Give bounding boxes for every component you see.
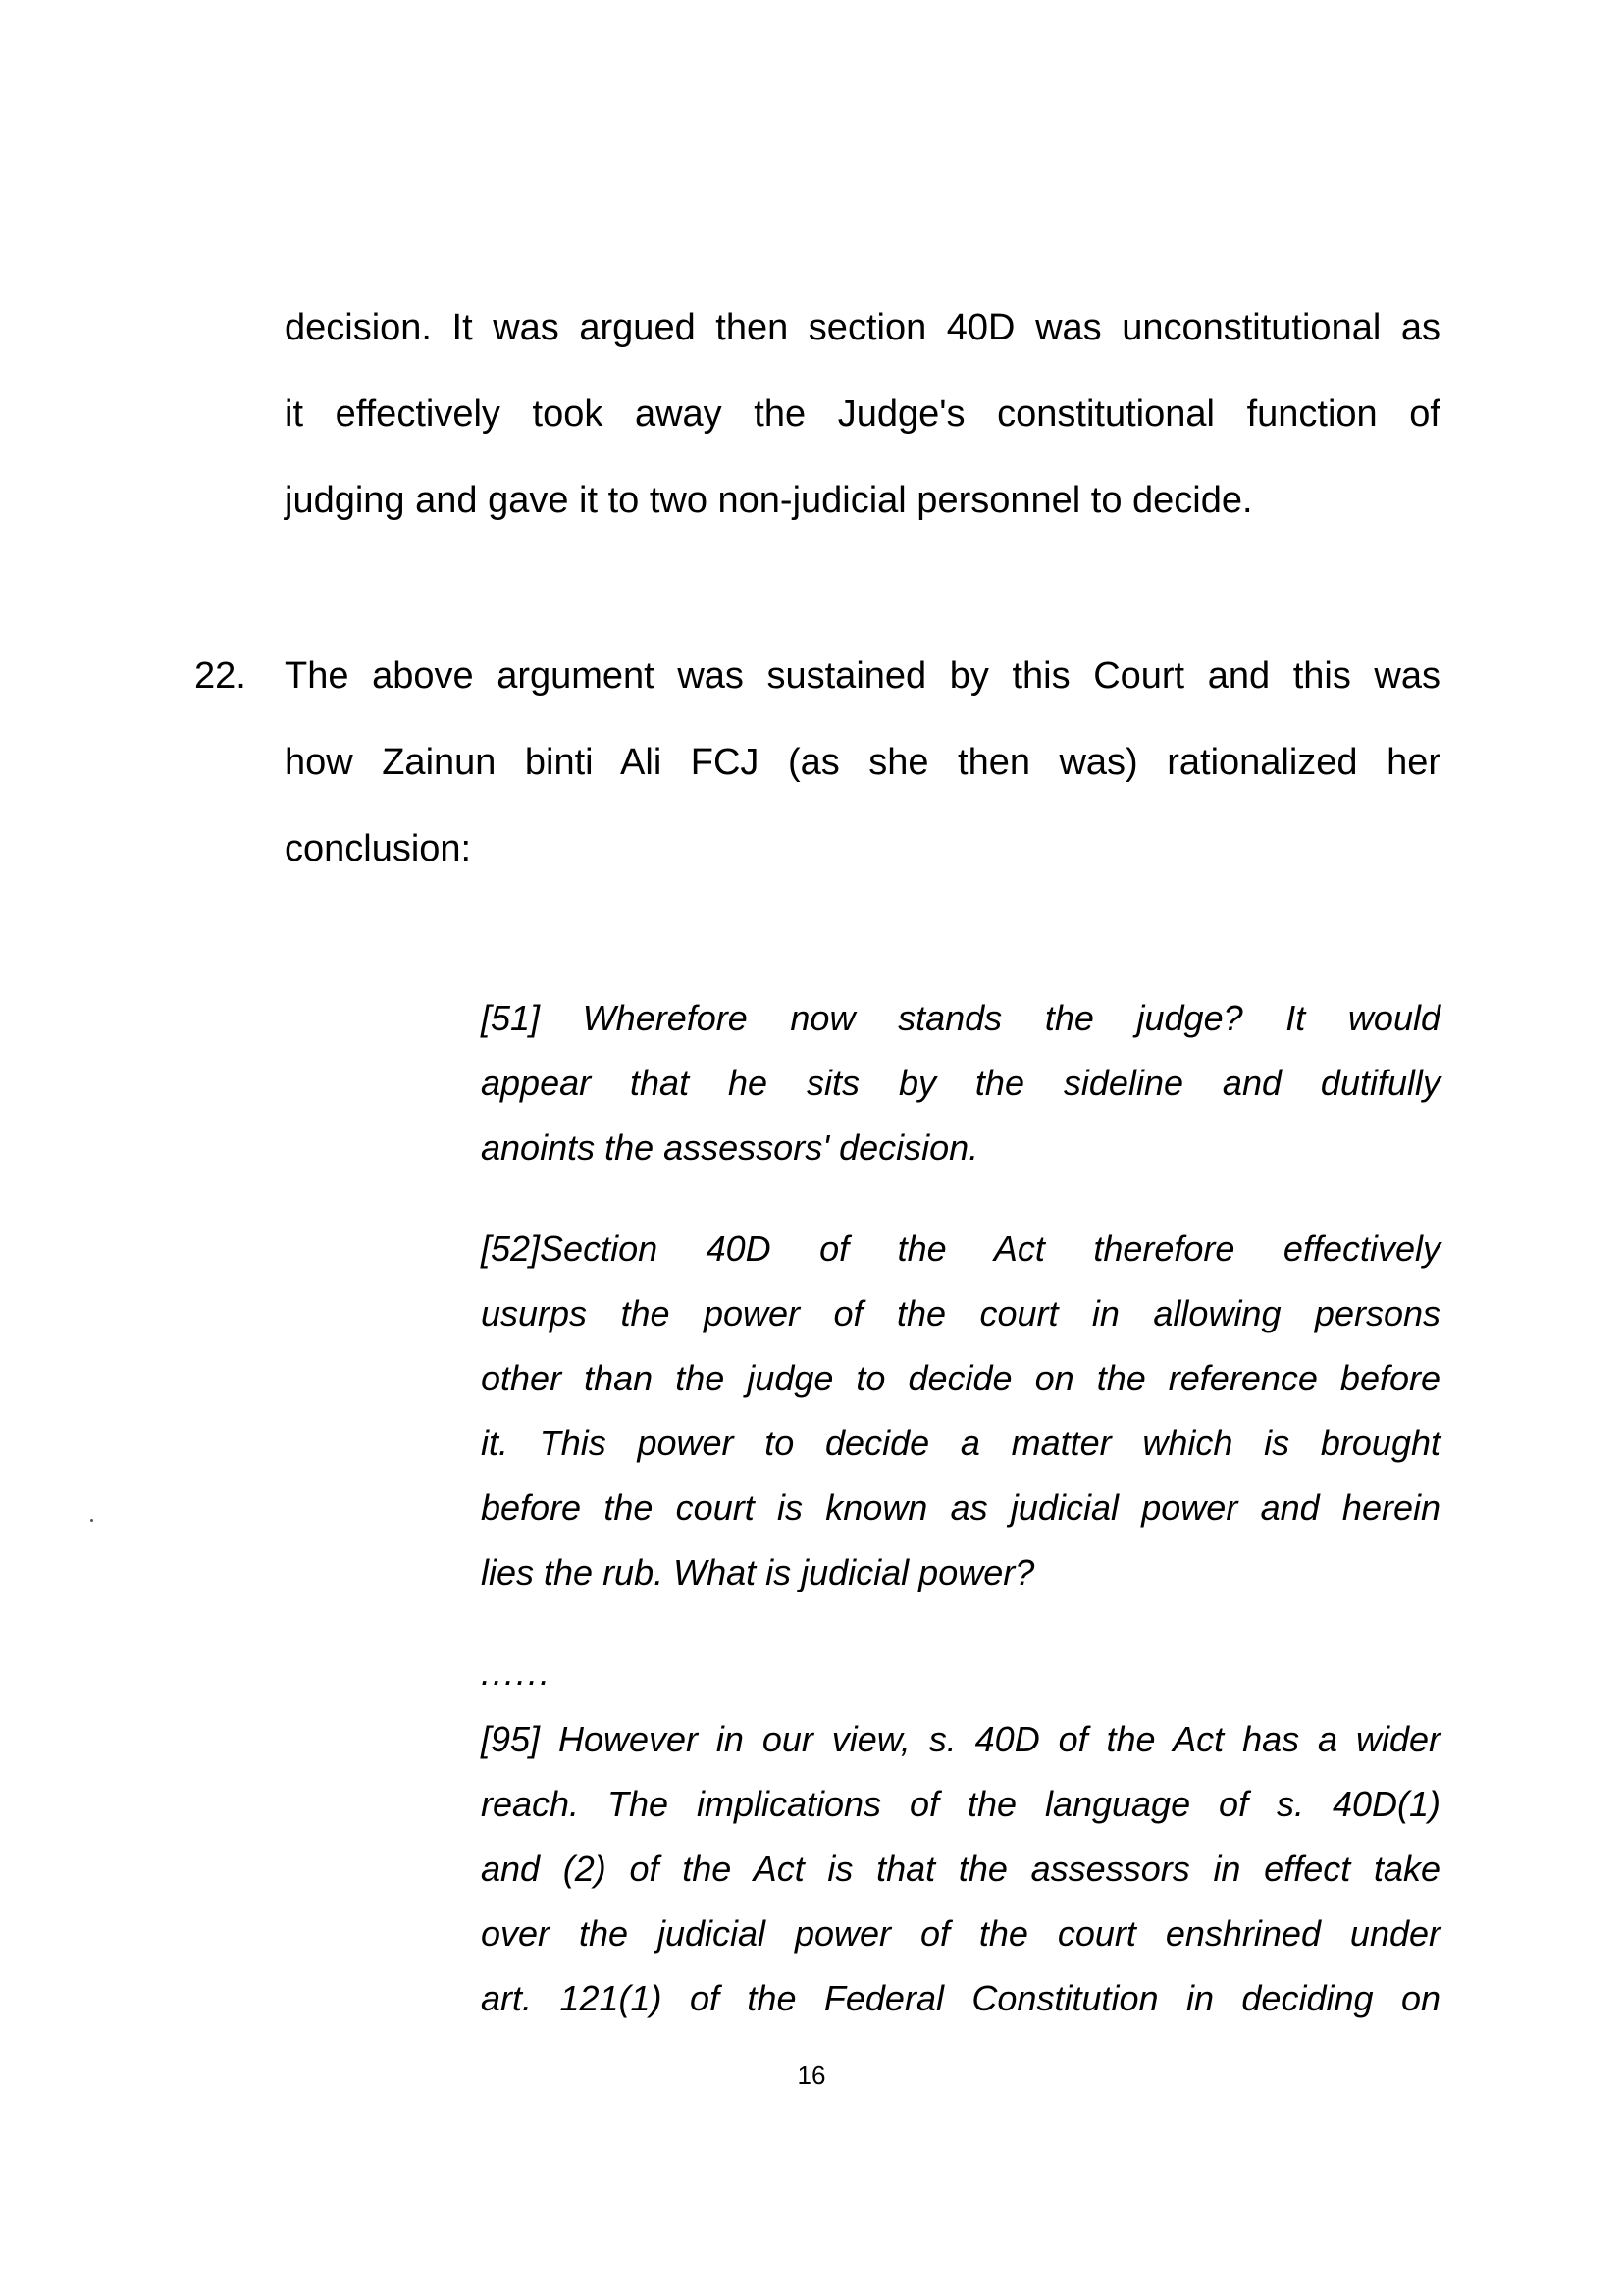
quote-line: before the court is known as judicial power and herein (481, 1487, 1440, 1528)
quote-ellipsis: ...... (481, 1652, 552, 1693)
scan-speck (90, 1519, 93, 1522)
quote-line: reach. The implications of the language of s. 40D(1) (481, 1784, 1440, 1824)
paragraph-22 (285, 633, 1440, 892)
paragraph-line: decision. It was argued then section 40D was unconstitutional as (285, 307, 1440, 348)
paragraph-line: The above argument was sustained by this Court and this was (285, 655, 1440, 697)
quote-line: usurps the power of the court in allowing persons (481, 1293, 1440, 1333)
quote-line: over the judicial power of the court enshrined under (481, 1913, 1440, 1954)
quote-line: it. This power to decide a matter which is brought (481, 1423, 1440, 1463)
quote-line: art. 121(1) of the Federal Constitution in deciding on (481, 1978, 1440, 2018)
paragraph-line: it effectively took away the Judge's constitutional function of (285, 393, 1440, 435)
quote-line: [51] Wherefore now stands the judge? It would (481, 998, 1440, 1038)
quote-line: appear that he sits by the sideline and dutifully (481, 1063, 1440, 1103)
quote-paragraph-52 (481, 1217, 1440, 1605)
quote-line: anoints the assessors' decision. (481, 1127, 979, 1168)
quote-line: other than the judge to decide on the reference before (481, 1358, 1440, 1398)
quote-line: and (2) of the Act is that the assessors in effect take (481, 1849, 1440, 1889)
page-number: 16 (797, 2061, 826, 2090)
paragraph-line: judging and gave it to two non-judicial personnel to decide. (285, 480, 1253, 521)
paragraph-continued (285, 285, 1440, 544)
paragraph-number: 22. (194, 655, 246, 697)
quote-line: lies the rub. What is judicial power? (481, 1552, 1035, 1592)
quote-line: [52]Section 40D of the Act therefore effectively (481, 1228, 1440, 1269)
paragraph-line: conclusion: (285, 828, 472, 869)
paragraph-line: how Zainun binti Ali FCJ (as she then was) rationalized her (285, 742, 1440, 783)
quote-paragraph-95 (481, 1707, 1440, 2031)
quote-line: [95] However in our view, s. 40D of the Act has a wider (481, 1719, 1440, 1759)
quote-paragraph-51 (481, 986, 1440, 1180)
